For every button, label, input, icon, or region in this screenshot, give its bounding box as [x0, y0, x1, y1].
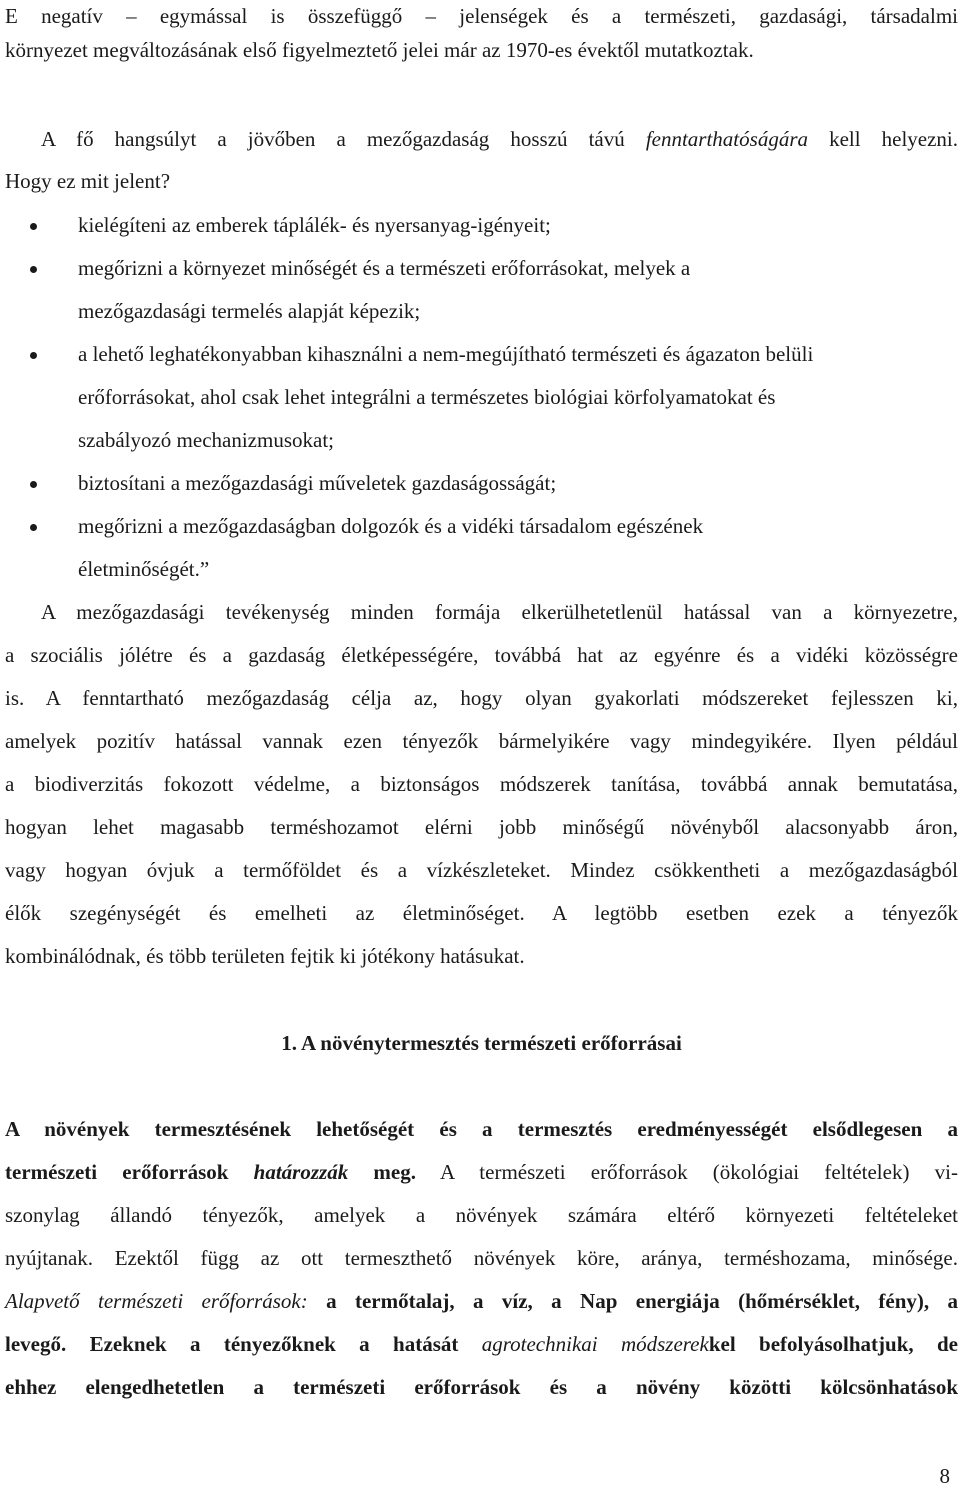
- italic-text: Alapvető természeti erőforrások:: [5, 1289, 308, 1313]
- emphasis-post: kell helyezni.: [808, 127, 959, 151]
- paragraph-line: a biodiverzitás fokozott védelme, a biztonságos módszerek tanítása, továbbá annak bemutatása,: [5, 772, 958, 796]
- bullet-text: biztosítani a mezőgazdasági műveletek gazdaságosságát;: [78, 471, 557, 495]
- page-number: 8: [939, 1464, 950, 1488]
- paragraph-line: élők szegénységét és emelheti az életminőséget. A legtöbb esetben ezek a tényezők: [5, 901, 958, 925]
- bullet-text: szabályozó mechanizmusokat;: [78, 428, 334, 452]
- bold-text: levegő.: [5, 1332, 67, 1356]
- bullet-text: mezőgazdasági termelés alapját képezik;: [78, 299, 421, 323]
- bullet-dot: [30, 352, 37, 359]
- bold-italic-text: határozzák: [253, 1160, 349, 1184]
- paragraph-line: [5, 599, 958, 625]
- bullet-text: életminőségét.”: [78, 557, 210, 581]
- paragraph-line: a szociális jólétre és a gazdaság életképességére, továbbá hat az egyénre és a vidéki közösségre: [5, 643, 958, 667]
- bullet-text: erőforrásokat, ahol csak lehet integrálni a természetes biológiai körfolyamatokat és: [78, 385, 776, 409]
- intro-line-2: környezet megváltozásának első figyelmeztető jelei már az 1970-es évektől mutatkoztak.: [5, 38, 754, 62]
- bullet-text: a lehető leghatékonyabban kihasználni a nem-megújítható természeti és ágazaton belüli: [78, 342, 814, 366]
- bold-text: meg.: [348, 1160, 416, 1184]
- paragraph-line: vagy hogyan óvjuk a termőföldet és a vízkészleteket. Mindez csökkentheti a mezőgazdaságból: [5, 858, 958, 882]
- italic-text: agrotechnikai módszerek: [481, 1332, 709, 1356]
- bold-text: kel befolyásolhatjuk, de: [708, 1332, 958, 1356]
- paragraph-line: [5, 1288, 958, 1314]
- paragraph-line: nyújtanak. Ezektől függ az ott termeszthető növények köre, aránya, terméshozama, minősége.: [5, 1246, 958, 1270]
- paragraph-line: ehhez elengedhetetlen a természeti erőforrások és a növény közötti kölcsönhatások: [5, 1375, 958, 1399]
- paragraph-text: A mezőgazdasági tevékenység minden formája elkerülhetetlenül hatással van a környezetre,: [41, 600, 958, 624]
- paragraph-line: [5, 1159, 958, 1185]
- emphasis-line: [5, 126, 958, 152]
- bold-text: a termőtalaj, a víz, a Nap energiája (hőmérséklet, fény), a: [307, 1289, 958, 1313]
- intro-line-1: E negatív – egymással is összefüggő – jelenségek és a természeti, gazdasági, társadalmi: [5, 4, 958, 28]
- regular-text: A természeti erőforrások (ökológiai feltételek) vi-: [416, 1160, 958, 1184]
- paragraph-line: hogyan lehet magasabb terméshozamot elérni jobb minőségű növényből alacsonyabb áron,: [5, 815, 958, 839]
- bold-text: természeti erőforrások: [5, 1160, 254, 1184]
- bullet-text: megőrizni a mezőgazdaságban dolgozók és a vidéki társadalom egészének: [78, 514, 704, 538]
- bullet-dot: [30, 223, 37, 230]
- paragraph-line: kombinálódnak, és több területen fejtik ki jótékony hatásukat.: [5, 944, 525, 968]
- bullet-text: megőrizni a környezet minőségét és a természeti erőforrásokat, melyek a: [78, 256, 691, 280]
- bullet-dot: [30, 524, 37, 531]
- question-line: Hogy ez mit jelent?: [5, 169, 171, 193]
- paragraph-line: [5, 1331, 958, 1357]
- bold-text: Ezeknek a tényezőknek a hatását: [66, 1332, 482, 1356]
- emphasis-word: fenntarthatóságára: [645, 127, 808, 151]
- emphasis-pre: A fő hangsúlyt a jövőben a mezőgazdaság hosszú távú: [41, 127, 646, 151]
- paragraph-line: amelyek pozitív hatással vannak ezen tényezők bármelyikére vagy mindegyikére. Ilyen például: [5, 729, 958, 753]
- bullet-dot: [30, 481, 37, 488]
- paragraph-line: A növények termesztésének lehetőségét és a termesztés eredményességét elsődlegesen a: [5, 1117, 958, 1141]
- bullet-dot: [30, 266, 37, 273]
- paragraph-line: szonylag állandó tényezők, amelyek a növények számára eltérő környezeti feltételeket: [5, 1203, 958, 1227]
- paragraph-line: is. A fenntartható mezőgazdaság célja az, hogy olyan gyakorlati módszereket fejlesszen ki,: [5, 686, 958, 710]
- section-heading: 1. A növénytermesztés természeti erőforrásai: [281, 1031, 682, 1055]
- bullet-text: kielégíteni az emberek táplálék- és nyersanyag-igényeit;: [78, 213, 551, 237]
